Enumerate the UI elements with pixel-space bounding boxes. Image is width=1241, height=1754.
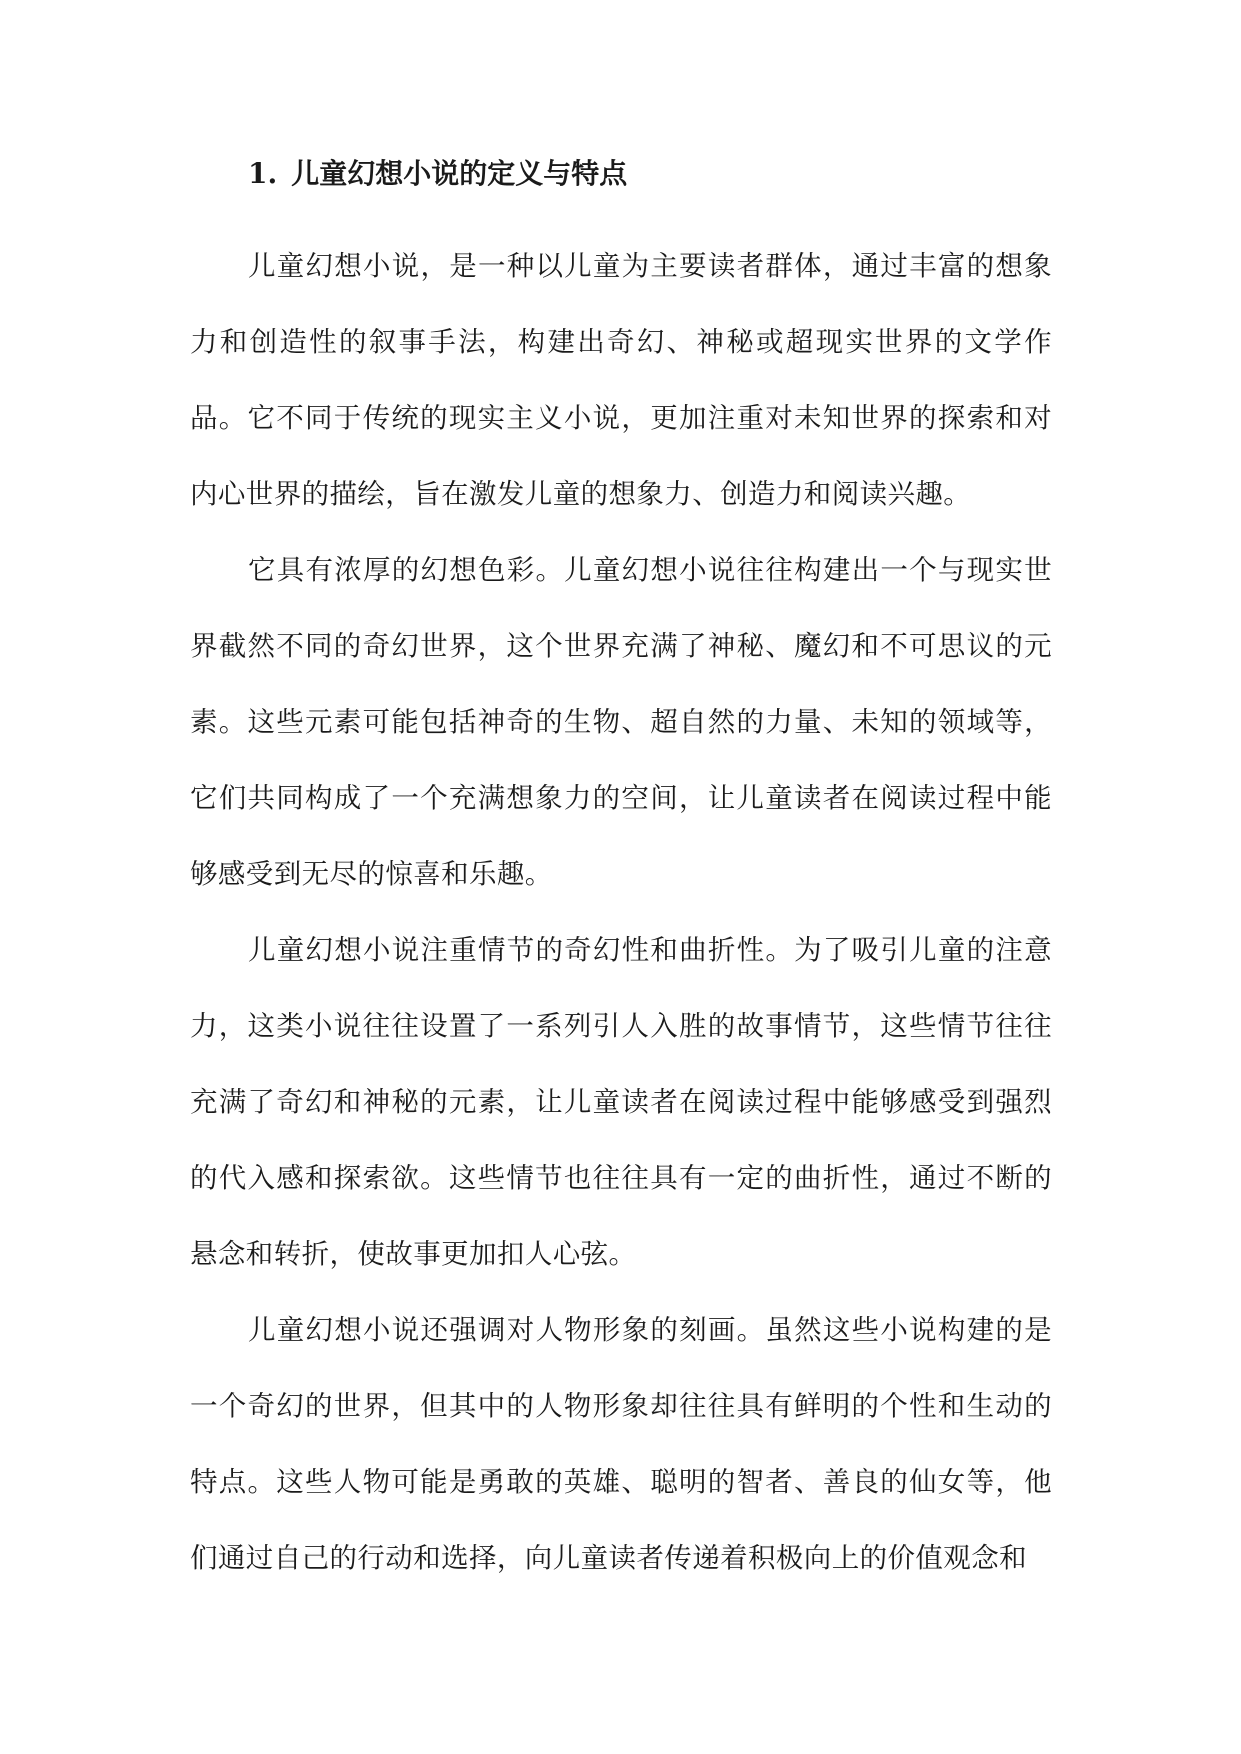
- paragraph-plot: 儿童幻想小说注重情节的奇幻性和曲折性。为了吸引儿童的注意力，这类小说往往设置了一系列引人入胜的故事情节，这些情节往往充满了奇幻和神秘的元素，让儿童读者在阅读过程中能够感受到强烈的代入感和探索欲。这些情节也往往具有一定的曲折性，通过不断的悬念和转折，使故事更加扣人心弦。: [190, 934, 1052, 1270]
- section-number: 1.: [248, 157, 278, 190]
- body-text: [190, 228, 1052, 1596]
- paragraph-fantasy-color: 它具有浓厚的幻想色彩。儿童幻想小说往往构建出一个与现实世界截然不同的奇幻世界，这个世界充满了神秘、魔幻和不可思议的元素。这些元素可能包括神奇的生物、超自然的力量、未知的领域等，它们共同构成了一个充满想象力的空间，让儿童读者在阅读过程中能够感受到无尽的惊喜和乐趣。: [190, 554, 1052, 890]
- section-title: 儿童幻想小说的定义与特点: [291, 157, 628, 190]
- paragraph-definition: 儿童幻想小说，是一种以儿童为主要读者群体，通过丰富的想象力和创造性的叙事手法，构建出奇幻、神秘或超现实世界的文学作品。它不同于传统的现实主义小说，更加注重对未知世界的探索和对内心世界的描绘，旨在激发儿童的想象力、创造力和阅读兴趣。: [190, 250, 1052, 510]
- section-heading: [248, 148, 627, 200]
- paragraph-characters: 儿童幻想小说还强调对人物形象的刻画。虽然这些小说构建的是一个奇幻的世界，但其中的人物形象却往往具有鲜明的个性和生动的特点。这些人物可能是勇敢的英雄、聪明的智者、善良的仙女等，他们通过自己的行动和选择，向儿童读者传递着积极向上的价值观念和: [190, 1314, 1052, 1574]
